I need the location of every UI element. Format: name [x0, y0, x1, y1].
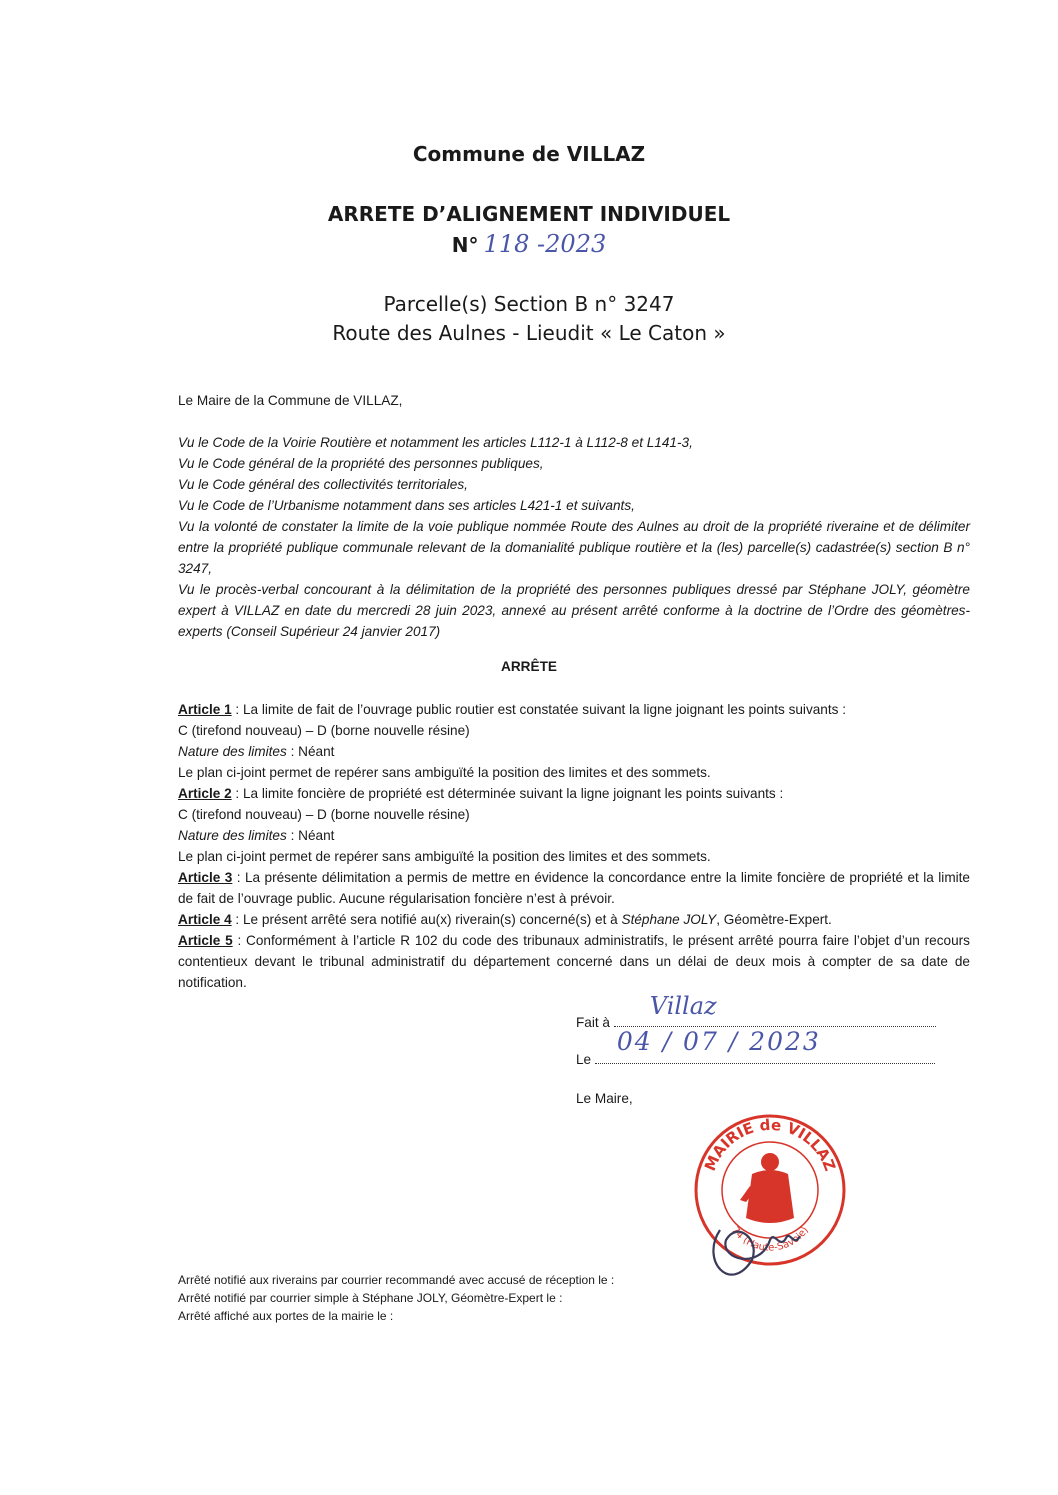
consideration-item: Vu le Code général de la propriété des personnes publiques,	[178, 456, 544, 471]
article-1-plan: Le plan ci-joint permet de repérer sans ambiguïté la position des limites et des sommets.	[178, 765, 711, 780]
article-2	[178, 783, 970, 804]
article-4-text-end: , Géomètre-Expert.	[716, 912, 832, 927]
nature-label: Nature des limites	[178, 828, 287, 843]
article-1-text: : La limite de fait de l’ouvrage public routier est constatée suivant la ligne joignant les points suivants :	[231, 702, 846, 717]
article-2-nature	[178, 825, 970, 846]
commune-title: Commune de VILLAZ	[412, 142, 646, 166]
article-3-text: : La présente délimitation a permis de mettre en évidence la concordance entre la limite foncière de propriété et la limite de fait de l’ouvrage public. Aucune régularisation foncière n’est à prévoir.	[178, 870, 970, 906]
parcel-reference: Parcelle(s) Section B n° 3247	[383, 292, 675, 316]
article-5-label: Article 5	[178, 933, 233, 948]
consideration-item: Vu le Code de l’Urbanisme notamment dans ses articles L421-1 et suivants,	[178, 498, 635, 513]
document-title: ARRETE D’ALIGNEMENT INDIVIDUEL	[327, 202, 731, 226]
notification-note: Arrêté notifié par courrier simple à Stéphane JOLY, Géomètre-Expert le :	[178, 1291, 563, 1305]
arrete-heading: ARRÊTE	[501, 659, 557, 674]
considerations-block	[178, 432, 970, 642]
article-4-text: : Le présent arrêté sera notifié au(x) riverain(s) concerné(s) et à	[231, 912, 622, 927]
article-2-points: C (tirefond nouveau) – D (borne nouvelle résine)	[178, 807, 470, 822]
date-label: Le	[576, 1052, 592, 1067]
article-2-plan: Le plan ci-joint permet de repérer sans ambiguïté la position des limites et des sommets.	[178, 849, 711, 864]
date-handwritten: 04 / 07 / 2023	[616, 1027, 821, 1056]
article-5-text: : Conformément à l’article R 102 du code des tribunaux administratifs, le présent arrêté pourra faire l’objet d’un recours contentieux devant le tribunal administratif du département concerné dans un délai de deux mois à compter de sa date de notification.	[178, 933, 970, 990]
notification-notes	[178, 1271, 614, 1325]
article-5	[178, 930, 970, 993]
fait-label: Fait à	[576, 1015, 610, 1030]
notification-note: Arrêté notifié aux riverains par courrier recommandé avec accusé de réception le :	[178, 1273, 615, 1287]
date-line	[576, 1027, 935, 1070]
mairie-stamp	[690, 1100, 850, 1290]
nature-value: : Néant	[286, 744, 335, 759]
number-prefix: N°	[451, 233, 479, 257]
article-4-label: Article 4	[178, 912, 232, 927]
nature-value: : Néant	[286, 828, 335, 843]
article-3-label: Article 3	[178, 870, 233, 885]
date-dotted-field	[595, 1027, 935, 1064]
stamp-subtext: 74 (Haute-Savoie)	[729, 1225, 811, 1254]
notification-note: Arrêté affiché aux portes de la mairie le :	[178, 1309, 394, 1323]
article-1-nature	[178, 741, 970, 762]
route-reference: Route des Aulnes - Lieudit « Le Caton »	[332, 321, 726, 345]
article-1-points: C (tirefond nouveau) – D (borne nouvelle résine)	[178, 723, 470, 738]
number-handwritten: 118 -2023	[483, 230, 607, 258]
article-2-text: : La limite foncière de propriété est déterminée suivant la ligne joignant les points suivants :	[231, 786, 784, 801]
articles-block	[178, 699, 970, 993]
marianne-emblem	[740, 1153, 794, 1223]
fait-handwritten: Villaz	[649, 992, 717, 1020]
mayor-label: Le Maire,	[576, 1091, 633, 1106]
mayor-intro: Le Maire de la Commune de VILLAZ,	[178, 393, 403, 408]
consideration-item: Vu la volonté de constater la limite de la voie publique nommée Route des Aulnes au droit de la propriété riveraine et de délimiter entre la propriété publique communale relevant de la domanialité publique routière et la (les) parcelle(s) cadastrée(s) section B n° 3247,	[178, 519, 970, 576]
article-1-label: Article 1	[178, 702, 232, 717]
article-4-name: Stéphane JOLY	[621, 912, 717, 927]
article-1	[178, 699, 970, 720]
arrete-number	[0, 230, 1058, 258]
consideration-item: Vu le Code de la Voirie Routière et notamment les articles L112-1 à L112-8 et L141-3,	[178, 435, 693, 450]
fait-dotted-field	[614, 992, 936, 1027]
consideration-item: Vu le procès-verbal concourant à la délimitation de la propriété des personnes publiques dressé par Stéphane JOLY, géomètre expert à VILLAZ en date du mercredi 28 juin 2023, annexé au présent arrêté conforme à la doctrine de l’Ordre des géomètres-experts (Conseil Supérieur 24 janvier 2017)	[178, 582, 970, 639]
article-2-label: Article 2	[178, 786, 232, 801]
nature-label: Nature des limites	[178, 744, 287, 759]
stamp-text: MAIRIE de VILLAZ	[700, 1115, 840, 1174]
consideration-item: Vu le Code général des collectivités territoriales,	[178, 477, 468, 492]
article-3	[178, 867, 970, 909]
article-4	[178, 909, 970, 930]
